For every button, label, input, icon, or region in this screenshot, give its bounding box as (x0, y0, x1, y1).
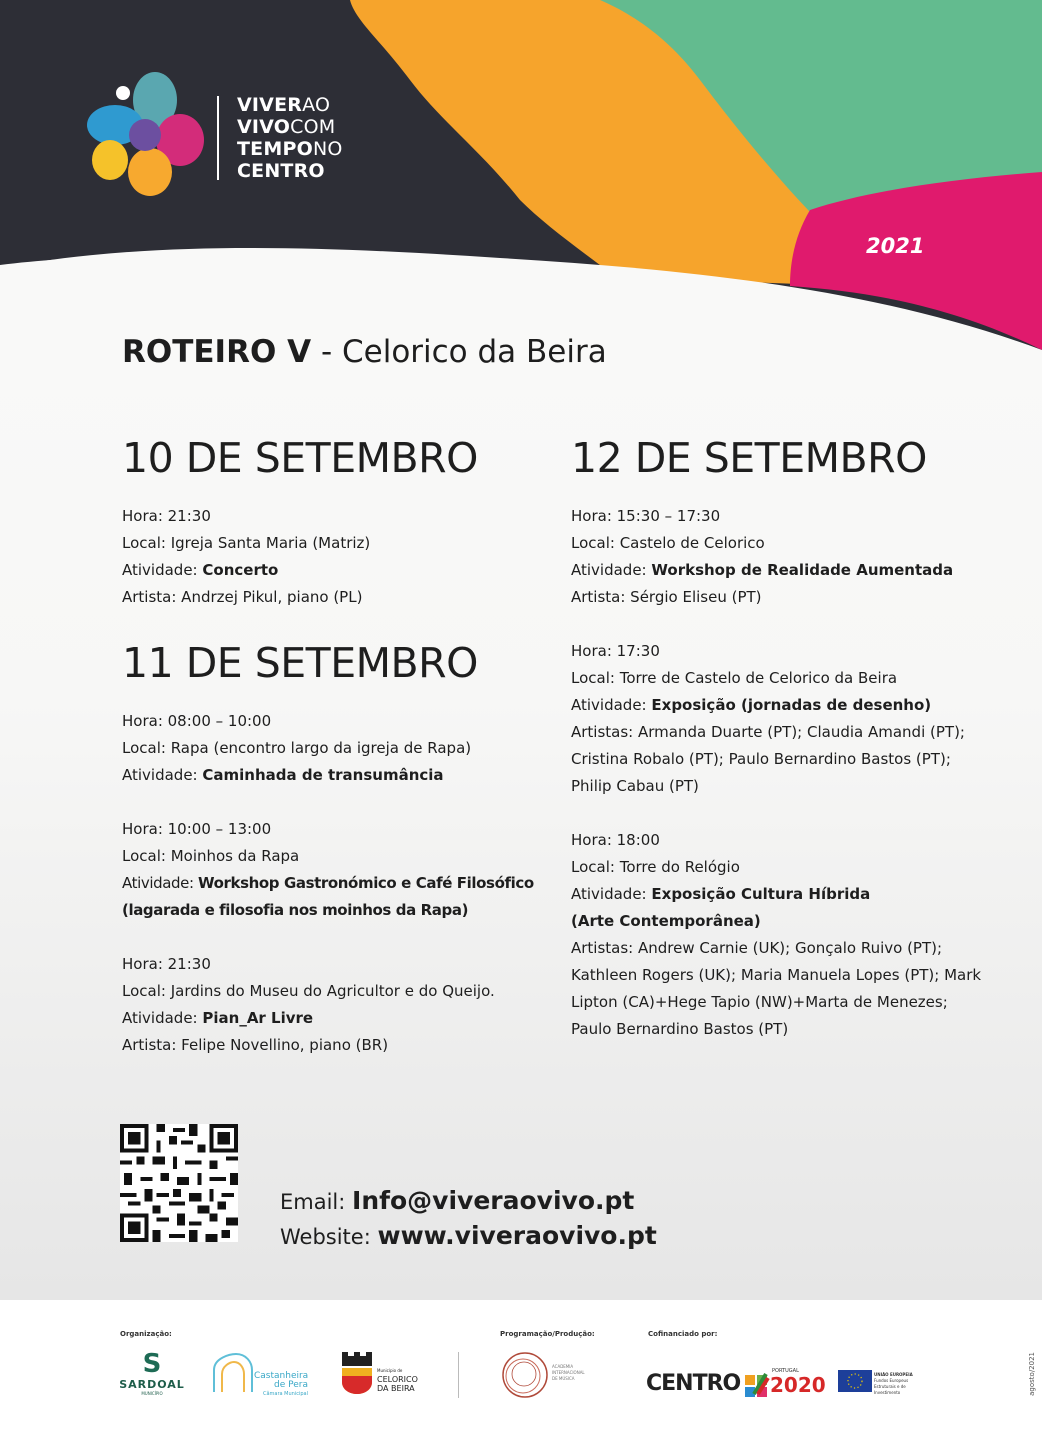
left-column (122, 433, 552, 1086)
footer-divider (458, 1352, 459, 1398)
footer-sponsors: Organização: Programação/Produção: Cofinanciado por: agosto/2021 S SARDOAL MUNICÍPIO Castanheira de Pera Câmara Municipal Município de CELORICO DA BEIRA ACADEMIA INTERNACIONAL DE MÚSICA CENTRO PORTUGAL 2020 UNIÃO EUROPEIA Fundos Europeus Estruturais e de Investimento (0, 1304, 1042, 1440)
celorico-logo: Município de CELORICO DA BEIRA (340, 1352, 420, 1398)
event-item: Hora: 18:00 Local: Torre do Relógio Atividade: Exposição Cultura Híbrida (Arte Contemporânea) Artistas: Andrew Carnie (UK); Gonçalo Ruivo (PT); Kathleen Rogers (UK); Maria Manuela Lopes (PT); Mark Lipton (CA)+Hege Tapio (NW)+Marta de Menezes; Paulo Bernardino Bastos (PT) (571, 831, 982, 1038)
centro2020-logo: CENTRO (646, 1370, 767, 1398)
academia-logo: ACADEMIA INTERNACIONAL DE MÚSICA (500, 1350, 610, 1400)
sardoal-s-icon: S (142, 1349, 162, 1379)
header-banner (0, 0, 1042, 360)
event-item: Hora: 08:00 – 10:00 Local: Rapa (encontro largo da igreja de Rapa) Atividade: Caminhada de transumância (122, 712, 472, 784)
portugal2020-logo: PORTUGAL 2020 (752, 1366, 832, 1398)
year-label: 2021 (866, 234, 925, 258)
event-item: Hora: 17:30 Local: Torre de Castelo de Celorico da Beira Atividade: Exposição (jornadas de desenho) Artistas: Armanda Duarte (PT); Claudia Amandi (PT); Cristina Robalo (PT); Paulo Bernardino Bastos (PT); Philip Cabau (PT) (571, 642, 965, 795)
email-link[interactable]: Info@viveraovivo.pt (352, 1186, 635, 1215)
logo-separator (217, 96, 219, 180)
event-item: Hora: 15:30 – 17:30 Local: Castelo de Celorico Atividade: Workshop de Realidade Aumentada Artista: Sérgio Eliseu (PT) (571, 507, 954, 606)
brand-wordmark: VIVERAO VIVOCOM TEMPONO CENTRO (237, 94, 343, 182)
portugal-flag-icon (752, 1372, 770, 1396)
qr-code[interactable] (120, 1124, 238, 1242)
website-link[interactable]: www.viveraovivo.pt (377, 1221, 657, 1250)
eu-flag-icon (838, 1370, 872, 1392)
castanheira-arch-icon (210, 1352, 256, 1394)
sardoal-logo: S SARDOAL MUNICÍPIO (119, 1349, 185, 1396)
contact-block: Email: Info@viveraovivo.pt Website: www.viveraovivo.pt (280, 1186, 657, 1250)
academia-rings-icon (500, 1350, 550, 1400)
eu-funds-logo: UNIÃO EUROPEIA Fundos Europeus Estruturais e de Investimento (838, 1370, 928, 1394)
event-item: Hora: 10:00 – 13:00 Local: Moinhos da Rapa Atividade: Workshop Gastronómico e Café Filosófico (lagarada e filosofia nos moinhos da Rapa) (122, 820, 534, 919)
event-item: Hora: 21:30 Local: Jardins do Museu do Agricultor e do Queijo. Atividade: Pian_Ar Livre Artista: Felipe Novellino, piano (BR) (122, 955, 495, 1054)
castanheira-logo: Castanheira de Pera Câmara Municipal (210, 1352, 310, 1402)
right-column (571, 433, 1011, 1070)
page-title: ROTEIRO V - Celorico da Beira (122, 334, 607, 370)
event-item: Hora: 21:30 Local: Igreja Santa Maria (Matriz) Atividade: Concerto Artista: Andrzej Pikul, piano (PL) (122, 507, 371, 606)
day-heading-10: 10 DE SETEMBRO (122, 434, 478, 482)
day-heading-11: 11 DE SETEMBRO (122, 639, 478, 687)
celorico-castle-icon (340, 1352, 374, 1394)
day-heading-12: 12 DE SETEMBRO (571, 434, 927, 482)
